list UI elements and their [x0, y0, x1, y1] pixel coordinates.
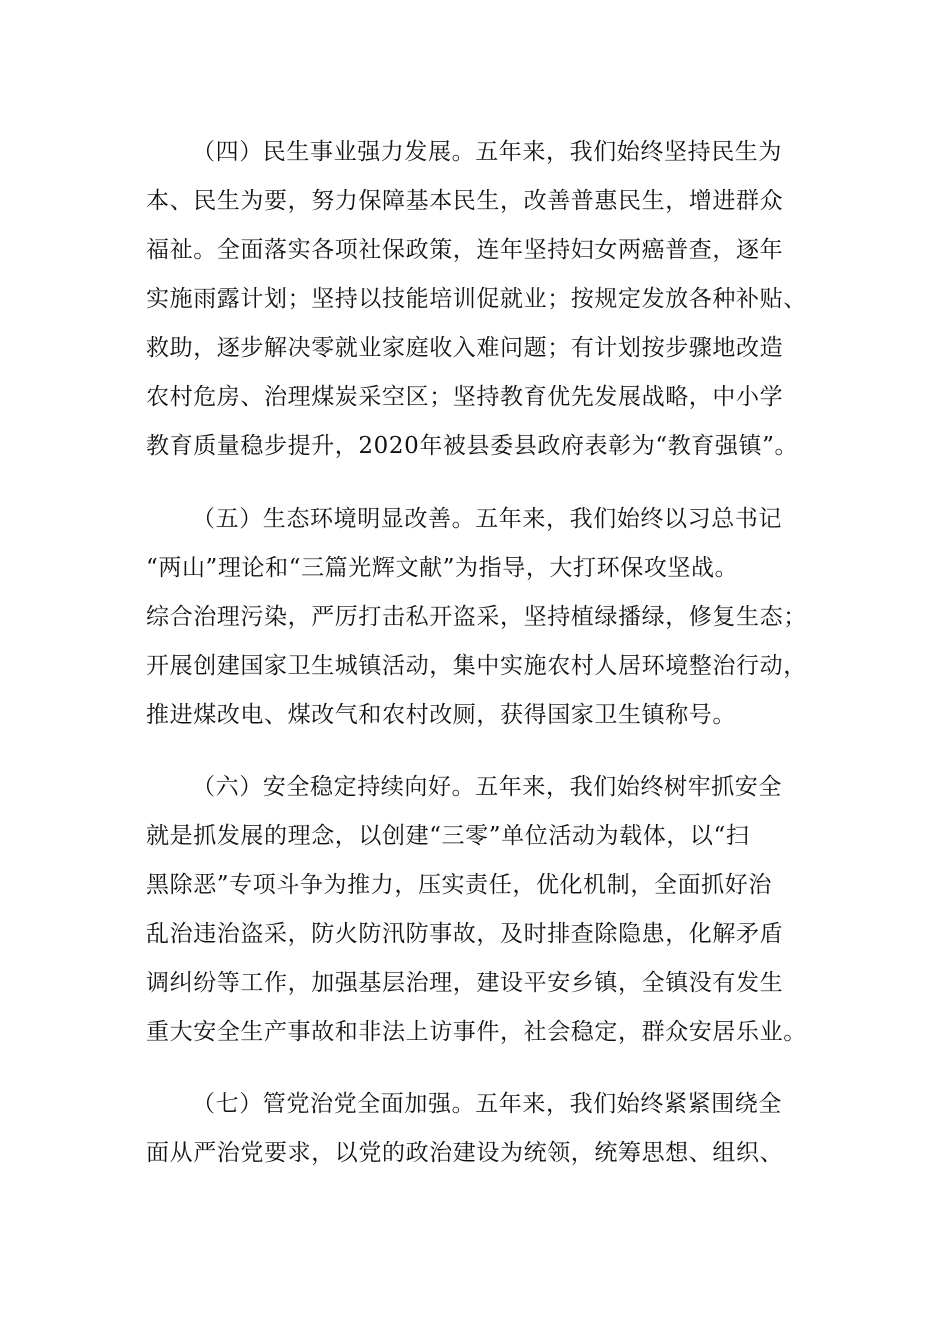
paragraph-line: 重大安全生产事故和非法上访事件，社会稳定，群众安居乐业。	[146, 1019, 807, 1045]
paragraph-line: 乱治违治盗采，防火防汛防事故，及时排查除隐患，化解矛盾	[146, 921, 784, 947]
paragraph-line: 教育质量稳步提升，2020年被县委县政府表彰为“教育强镇”。	[146, 433, 799, 459]
paragraph-line: 开展创建国家卫生城镇活动，集中实施农村人居环境整治行动，	[146, 653, 807, 679]
paragraph-line: 面从严治党要求，以党的政治建设为统领，统筹思想、组织、	[146, 1140, 784, 1166]
paragraph-line: 黑除恶”专项斗争为推力，压实责任，优化机制，全面抓好治	[146, 872, 772, 898]
paragraph-line: （六）安全稳定持续向好。五年来，我们始终树牢抓安全	[192, 774, 782, 800]
paragraph-line: 本、民生为要，努力保障基本民生，改善普惠民生，增进群众	[146, 188, 784, 214]
paragraph-line: （五）生态环境明显改善。五年来，我们始终以习总书记	[192, 506, 782, 532]
paragraph-line: （四）民生事业强力发展。五年来，我们始终坚持民生为	[192, 139, 782, 165]
paragraph-line: 综合治理污染，严厉打击私开盗采，坚持植绿播绿，修复生态；	[146, 604, 807, 630]
paragraph-line: “两山”理论和“三篇光辉文献”为指导，大打环保攻坚战。	[146, 555, 739, 581]
paragraph-line: 就是抓发展的理念，以创建“三零”单位活动为载体，以“扫	[146, 823, 750, 849]
paragraph-line: （七）管党治党全面加强。五年来，我们始终紧紧围绕全	[192, 1091, 782, 1117]
paragraph-line: 调纠纷等工作，加强基层治理，建设平安乡镇，全镇没有发生	[146, 970, 784, 996]
paragraph-line: 农村危房、治理煤炭采空区；坚持教育优先发展战略，中小学	[146, 384, 784, 410]
paragraph-line: 福祉。全面落实各项社保政策，连年坚持妇女两癌普查，逐年	[146, 237, 784, 263]
paragraph-line: 推进煤改电、煤改气和农村改厕，获得国家卫生镇称号。	[146, 702, 736, 728]
paragraph-line: 实施雨露计划；坚持以技能培训促就业；按规定发放各种补贴、	[146, 286, 807, 312]
paragraph-line: 救助，逐步解决零就业家庭收入难问题；有计划按步骤地改造	[146, 335, 784, 361]
